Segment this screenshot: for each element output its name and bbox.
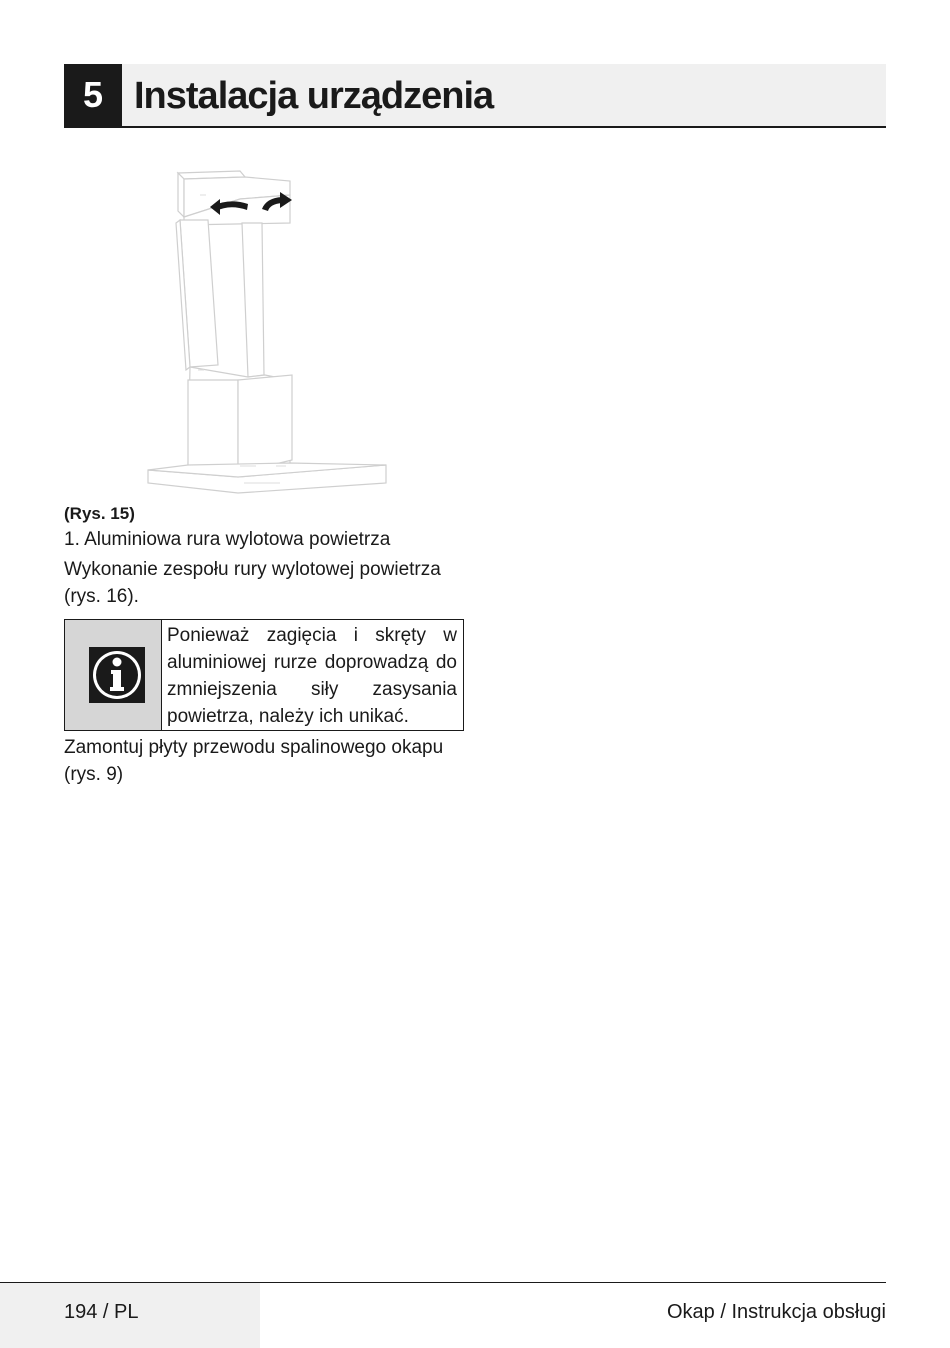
info-note <box>64 619 464 731</box>
list-item: 1. Aluminiowa rura wylotowa powietrza <box>64 529 391 550</box>
document-title: Okap / Instrukcja obsługi <box>667 1301 886 1323</box>
figure-caption: (Rys. 15) <box>64 504 135 523</box>
page-title: Instalacja urządzenia <box>134 75 494 117</box>
paragraph-text: Wykonanie zespołu rury wylotowej powietrza (rys. 16). <box>64 559 441 607</box>
note-icon-cell <box>65 620 162 730</box>
section-number: 5 <box>64 64 122 126</box>
section-header <box>64 64 886 128</box>
info-icon <box>89 647 145 703</box>
note-text: Ponieważ zagięcia i skręty w aluminiowej rurze doprowadzą do zmniejszenia siły zasysania powietrza, należy ich unikać. <box>167 625 457 727</box>
hood-illustration <box>140 165 395 500</box>
paragraph-text: Zamontuj płyty przewodu spalinowego okapu (rys. 9) <box>64 737 444 785</box>
page-number: 194 / PL <box>64 1301 139 1323</box>
